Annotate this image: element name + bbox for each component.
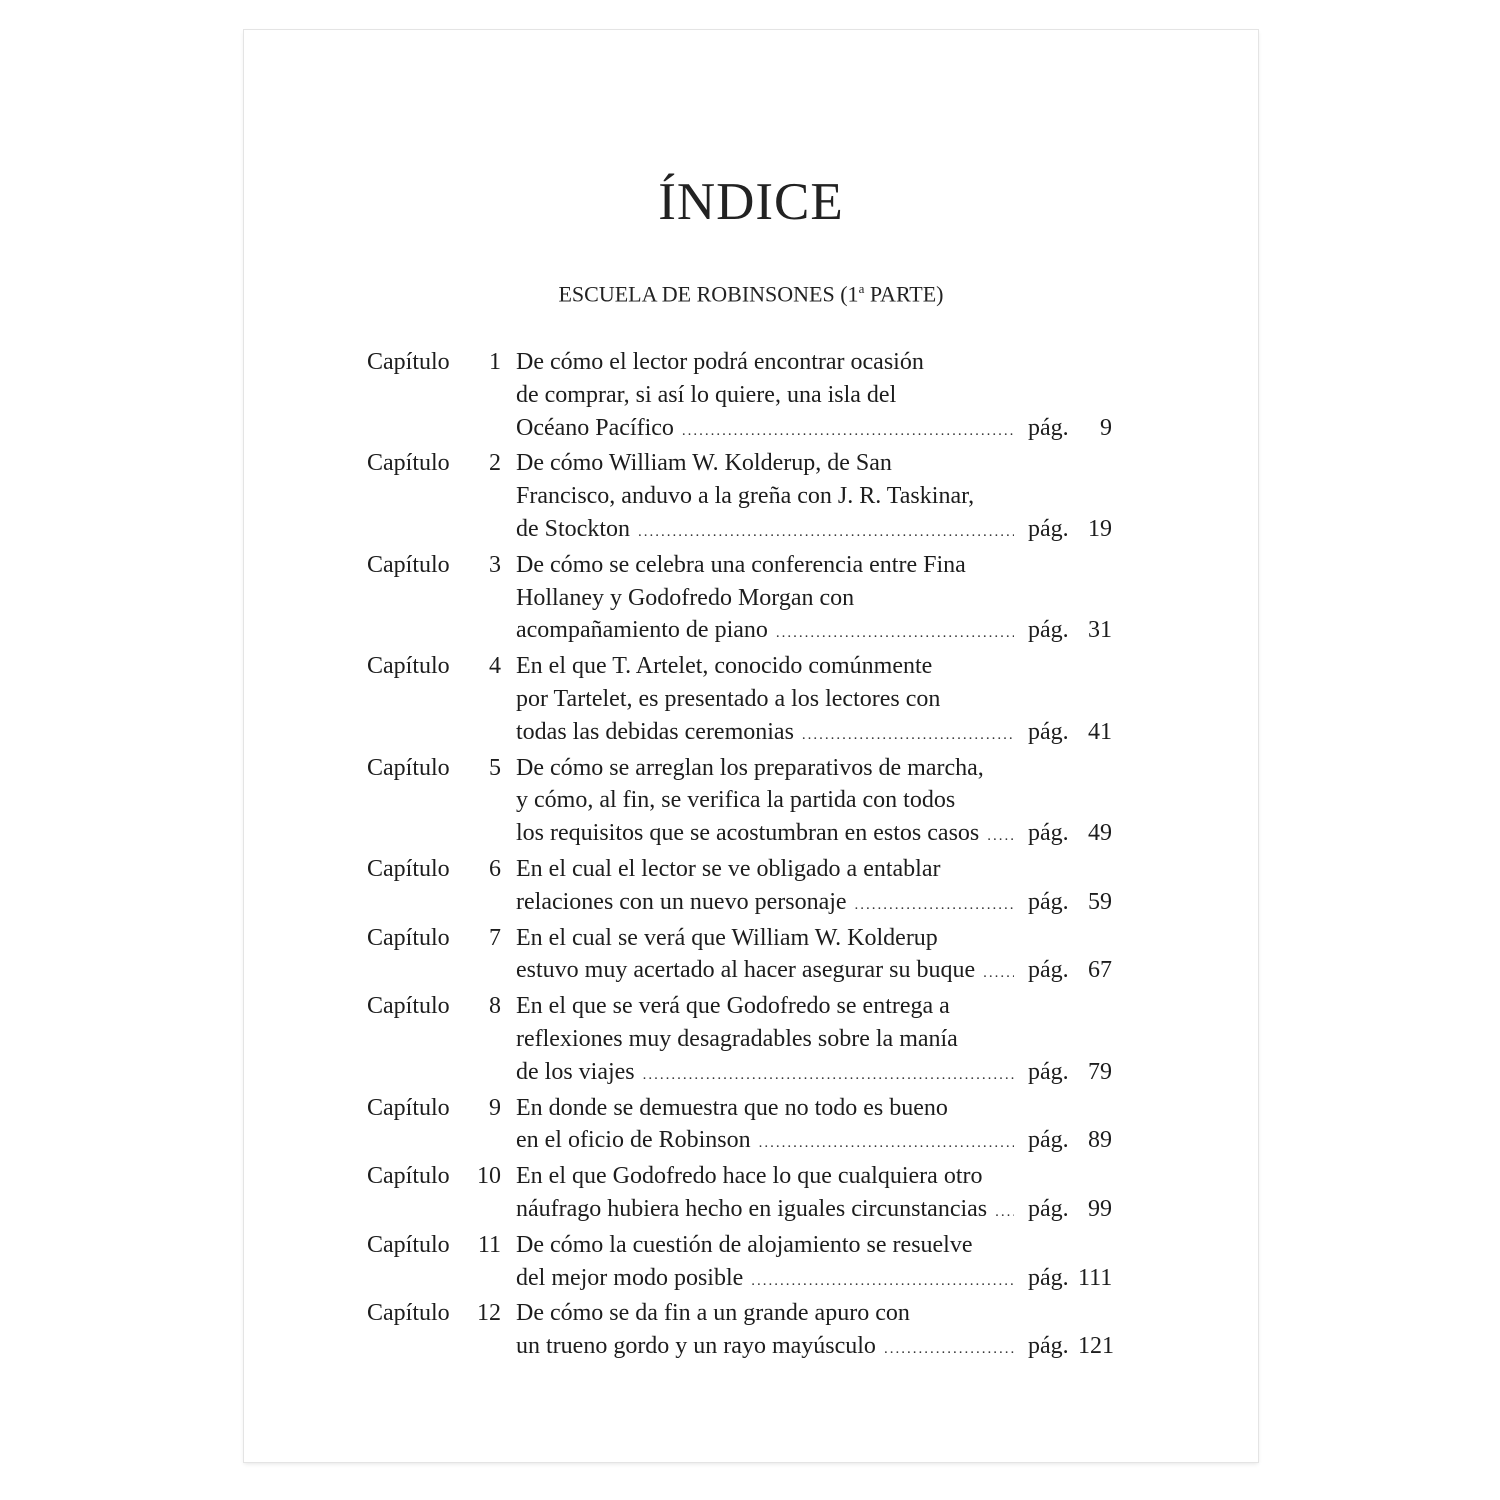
toc-entry <box>367 922 1112 991</box>
chapter-label: Capítulo <box>367 1163 450 1190</box>
chapter-title-line: por Tartelet, es presentado a los lectores con <box>516 685 941 712</box>
page-label: pág. <box>1028 1127 1069 1154</box>
dot-leader <box>995 1196 1014 1229</box>
page-label: pág. <box>1028 957 1069 984</box>
page-number: 19 <box>1088 515 1112 542</box>
page-label: pág. <box>1028 1264 1069 1291</box>
chapter-number: 4 <box>489 653 501 680</box>
chapter-title <box>516 549 1112 650</box>
chapter-title-line: De cómo William W. Kolderup, de San <box>516 450 892 477</box>
chapter-label: Capítulo <box>367 1300 450 1327</box>
section-heading-rest: PARTE) <box>864 281 944 307</box>
chapter-title-last-line <box>516 716 1112 752</box>
chapter-title <box>516 447 1112 548</box>
page-label: pág. <box>1028 820 1069 847</box>
chapter-title-line: náufrago hubiera hecho en iguales circunstancias <box>516 1195 988 1222</box>
section-heading-main: ESCUELA DE ROBINSONES (1 <box>558 281 859 307</box>
chapter-title-line: y cómo, al fin, se verifica la partida con todos <box>516 787 956 814</box>
chapter-number: 11 <box>477 1231 501 1258</box>
chapter-title-last-line <box>516 817 1112 853</box>
toc-entry <box>367 549 1112 650</box>
dot-leader <box>987 820 1014 853</box>
toc-entry <box>367 650 1112 751</box>
chapter-title-last-line <box>516 886 1112 922</box>
chapter-number: 7 <box>489 924 501 951</box>
page-label: pág. <box>1028 515 1069 542</box>
chapter-title-line: del mejor modo posible <box>516 1264 744 1291</box>
dot-leader <box>643 1059 1014 1092</box>
chapter-title-line: En el que T. Artelet, conocido comúnmente <box>516 653 933 680</box>
section-heading <box>244 282 1258 305</box>
chapter-label: Capítulo <box>367 1231 450 1258</box>
toc-entry <box>367 447 1112 548</box>
chapter-title <box>516 990 1112 1091</box>
chapter-number: 2 <box>489 450 501 477</box>
chapter-title <box>516 650 1112 751</box>
page-number: 111 <box>1078 1264 1113 1291</box>
page-number: 31 <box>1088 617 1112 644</box>
page-number: 59 <box>1088 888 1112 915</box>
page-label: pág. <box>1028 617 1069 644</box>
page-number: 121 <box>1078 1333 1114 1360</box>
chapter-label: Capítulo <box>367 349 450 375</box>
toc-entry <box>367 1092 1112 1161</box>
chapter-title-line: De cómo se da fin a un grande apuro con <box>516 1300 910 1327</box>
chapter-title-last-line <box>516 1056 1112 1092</box>
chapter-title-line: En el que Godofredo hace lo que cualquiera otro <box>516 1163 983 1190</box>
chapter-label: Capítulo <box>367 754 450 781</box>
page-label: pág. <box>1028 1195 1069 1222</box>
dot-leader <box>776 617 1014 650</box>
chapter-number: 10 <box>477 1163 501 1190</box>
chapter-title-line: En el cual el lector se ve obligado a entablar <box>516 855 941 882</box>
chapter-title-line: Francisco, anduvo a la greña con J. R. Taskinar, <box>516 483 975 510</box>
chapter-title-line: En el que se verá que Godofredo se entrega a <box>516 993 950 1020</box>
chapter-title-line: De cómo el lector podrá encontrar ocasión <box>516 349 924 375</box>
chapter-title-last-line <box>516 1262 1112 1298</box>
chapter-title-line: estuvo muy acertado al hacer asegurar su buque <box>516 957 976 984</box>
chapter-number: 9 <box>489 1094 501 1121</box>
chapter-title-last-line <box>516 513 1112 549</box>
chapter-title-line: los requisitos que se acostumbran en estos casos <box>516 820 980 847</box>
chapter-title-line: en el oficio de Robinson <box>516 1127 751 1154</box>
toc-entry <box>367 752 1112 853</box>
toc-entry <box>367 853 1112 922</box>
chapter-number: 12 <box>477 1300 501 1327</box>
chapter-title-line: de Stockton <box>516 515 630 542</box>
chapter-title-line: un trueno gordo y un rayo mayúsculo <box>516 1333 876 1360</box>
dot-leader <box>682 415 1014 448</box>
chapter-title-line: todas las debidas ceremonias <box>516 718 794 745</box>
chapter-title-line: reflexiones muy desagradables sobre la manía <box>516 1025 958 1052</box>
chapter-title <box>516 922 1112 991</box>
page-label: pág. <box>1028 414 1069 441</box>
page-label: pág. <box>1028 1058 1069 1085</box>
dot-leader <box>759 1127 1014 1160</box>
chapter-label: Capítulo <box>367 551 450 578</box>
chapter-title <box>516 1092 1112 1161</box>
page-label: pág. <box>1028 1333 1069 1360</box>
toc-entry <box>367 990 1112 1091</box>
dot-leader <box>751 1265 1014 1298</box>
chapter-title-last-line <box>516 1193 1112 1229</box>
dot-leader <box>638 516 1014 549</box>
chapter-label: Capítulo <box>367 855 450 882</box>
chapter-number: 8 <box>489 993 501 1020</box>
chapter-title-last-line <box>516 412 1112 448</box>
page-number: 49 <box>1088 820 1112 847</box>
chapter-title-last-line <box>516 1330 1112 1366</box>
toc-entry <box>367 1229 1112 1298</box>
chapter-title <box>516 853 1112 922</box>
chapter-number: 6 <box>489 855 501 882</box>
chapter-title-last-line <box>516 614 1112 650</box>
book-page <box>244 30 1258 1462</box>
toc-entry <box>367 1297 1112 1366</box>
page-number: 99 <box>1088 1195 1112 1222</box>
page-title: ÍNDICE <box>658 173 844 231</box>
page-label: pág. <box>1028 888 1069 915</box>
chapter-title-line: Océano Pacífico <box>516 414 674 441</box>
page-number: 89 <box>1088 1127 1112 1154</box>
chapter-title-line: acompañamiento de piano <box>516 617 768 644</box>
chapter-number: 1 <box>489 349 501 375</box>
toc-entry <box>367 346 1112 447</box>
chapter-title-line: Hollaney y Godofredo Morgan con <box>516 584 855 611</box>
chapter-label: Capítulo <box>367 993 450 1020</box>
chapter-title <box>516 752 1112 853</box>
chapter-title-line: De cómo la cuestión de alojamiento se resuelve <box>516 1231 973 1258</box>
chapter-title-line: En donde se demuestra que no todo es bueno <box>516 1094 948 1121</box>
page-number: 41 <box>1088 718 1112 745</box>
chapter-title-last-line <box>516 954 1112 990</box>
toc-entry <box>367 1160 1112 1229</box>
page-number: 9 <box>1100 414 1112 441</box>
section-heading-ordinal: a <box>858 281 865 296</box>
table-of-contents <box>367 346 1112 1366</box>
chapter-number: 3 <box>489 551 501 578</box>
chapter-number: 5 <box>489 754 501 781</box>
chapter-title-line: de comprar, si así lo quiere, una isla del <box>516 381 897 408</box>
dot-leader <box>855 889 1014 922</box>
chapter-title <box>516 1160 1112 1229</box>
chapter-title <box>516 1229 1112 1298</box>
dot-leader <box>983 957 1014 990</box>
chapter-title <box>516 346 1112 447</box>
chapter-label: Capítulo <box>367 450 450 477</box>
chapter-label: Capítulo <box>367 924 450 951</box>
chapter-title-line: relaciones con un nuevo personaje <box>516 888 847 915</box>
page-number: 67 <box>1088 957 1112 984</box>
chapter-label: Capítulo <box>367 653 450 680</box>
chapter-title-line: De cómo se celebra una conferencia entre Fina <box>516 551 966 578</box>
dot-leader <box>884 1333 1014 1366</box>
dot-leader <box>802 719 1014 752</box>
chapter-title-line: En el cual se verá que William W. Kolderup <box>516 924 938 951</box>
page-number: 79 <box>1088 1058 1112 1085</box>
chapter-title <box>516 1297 1112 1366</box>
chapter-title-last-line <box>516 1124 1112 1160</box>
chapter-label: Capítulo <box>367 1094 450 1121</box>
page-label: pág. <box>1028 718 1069 745</box>
chapter-title-line: de los viajes <box>516 1058 635 1085</box>
chapter-title-line: De cómo se arreglan los preparativos de marcha, <box>516 754 984 781</box>
